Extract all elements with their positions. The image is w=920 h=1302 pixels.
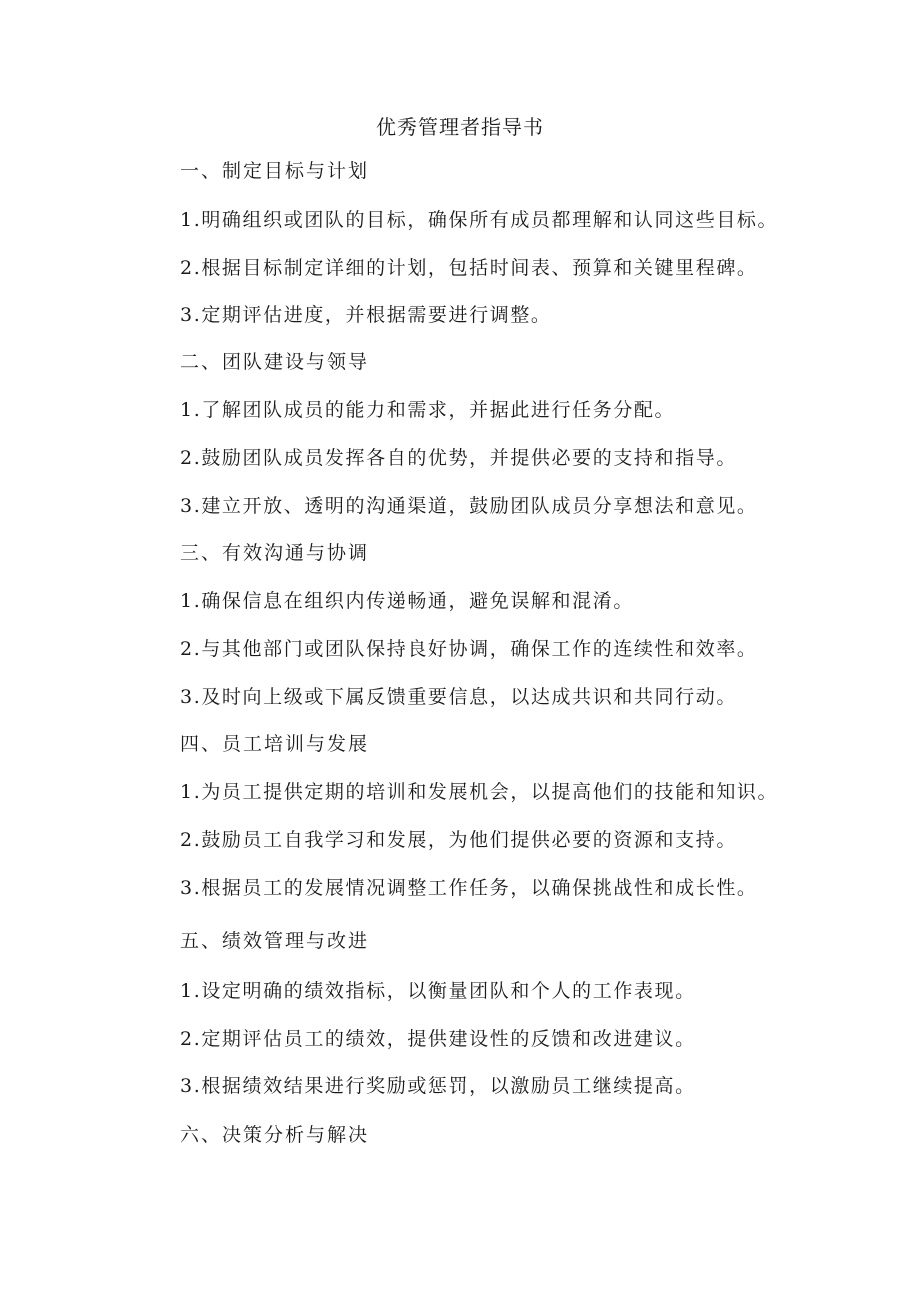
document-title: 优秀管理者指导书 — [376, 115, 544, 139]
list-item: 2.定期评估员工的绩效，提供建设性的反馈和改进建议。 — [180, 1028, 696, 1050]
list-item: 3.建立开放、透明的沟通渠道，鼓励团队成员分享想法和意见。 — [180, 495, 758, 517]
list-item: 1.为员工提供定期的培训和发展机会，以提高他们的技能和知识。 — [180, 781, 779, 803]
section-heading-4: 四、员工培训与发展 — [180, 733, 370, 755]
list-item: 3.及时向上级或下属反馈重要信息，以达成共识和共同行动。 — [180, 686, 737, 708]
list-item: 1.确保信息在组织内传递畅通，避免误解和混淆。 — [180, 590, 634, 612]
list-item: 2.根据目标制定详细的计划，包括时间表、预算和关键里程碑。 — [180, 257, 758, 279]
list-item: 3.定期评估进度，并根据需要进行调整。 — [180, 304, 552, 326]
list-item: 3.根据员工的发展情况调整工作任务，以确保挑战性和成长性。 — [180, 877, 758, 899]
list-item: 1.设定明确的绩效指标，以衡量团队和个人的工作表现。 — [180, 980, 696, 1002]
list-item: 3.根据绩效结果进行奖励或惩罚，以激励员工继续提高。 — [180, 1075, 696, 1097]
list-item: 1.了解团队成员的能力和需求，并据此进行任务分配。 — [180, 399, 676, 421]
list-item: 2.与其他部门或团队保持良好协调，确保工作的连续性和效率。 — [180, 638, 758, 660]
section-heading-2: 二、团队建设与领导 — [180, 351, 370, 373]
section-heading-5: 五、绩效管理与改进 — [180, 930, 370, 952]
section-heading-1: 一、制定目标与计划 — [180, 160, 370, 182]
section-heading-6: 六、决策分析与解决 — [180, 1124, 370, 1146]
list-item: 2.鼓励团队成员发挥各自的优势，并提供必要的支持和指导。 — [180, 447, 737, 469]
section-heading-3: 三、有效沟通与协调 — [180, 542, 370, 564]
list-item: 2.鼓励员工自我学习和发展，为他们提供必要的资源和支持。 — [180, 829, 737, 851]
list-item: 1.明确组织或团队的目标，确保所有成员都理解和认同这些目标。 — [180, 209, 779, 231]
